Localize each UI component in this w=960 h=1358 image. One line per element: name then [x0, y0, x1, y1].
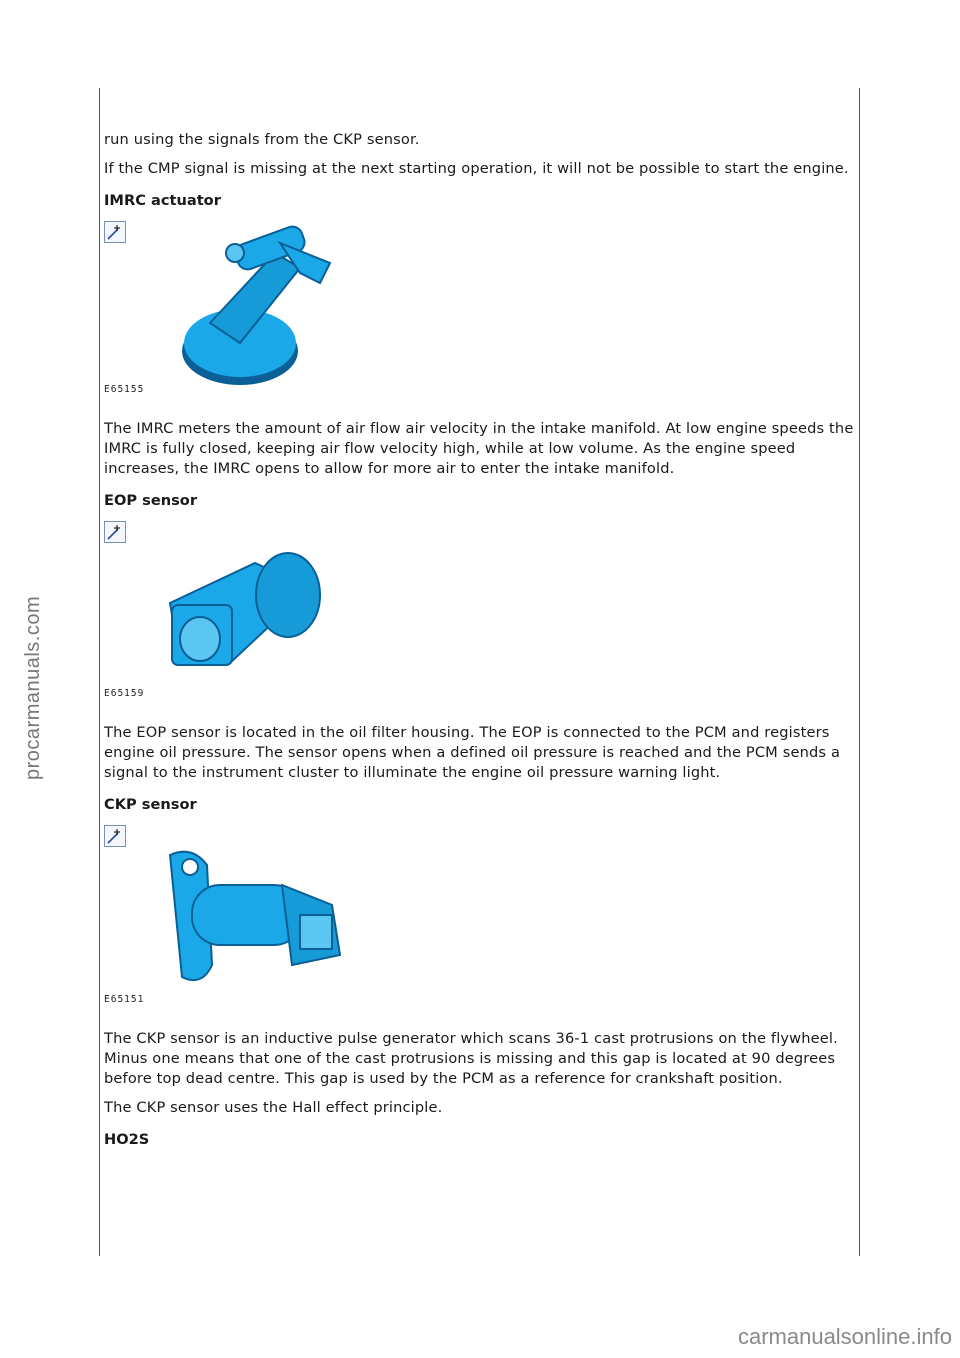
paragraph-cmp-missing: If the CMP signal is missing at the next starting operation, it will not be possible to start the engine.: [104, 160, 849, 177]
figure-eop-sensor: [104, 521, 856, 705]
figure-ckp-sensor: [104, 825, 856, 1011]
heading-imrc-actuator: IMRC actuator: [104, 192, 221, 209]
heading-eop-sensor: EOP sensor: [104, 492, 198, 509]
side-watermark: procarmanuals.com: [22, 595, 44, 780]
right-margin-rule: [859, 88, 860, 1256]
paragraph-imrc-description: The IMRC meters the amount of air flow air velocity in the intake manifold. At low engine speeds the IMRC is fully closed, keeping air flow velocity high, while at low volume. As the engine speed increases, the IMRC opens to allow for more air to enter the intake manifold.: [104, 420, 854, 477]
page-content: [104, 130, 856, 1160]
zoom-icon[interactable]: [104, 521, 126, 543]
ckp-sensor-illustration: [162, 845, 352, 991]
figure-imrc-actuator: [104, 221, 856, 401]
heading-ckp-sensor: CKP sensor: [104, 796, 197, 813]
footer-watermark: carmanualsonline.info: [737, 1324, 952, 1349]
zoom-icon[interactable]: [104, 221, 126, 243]
figure-code-e65151: E65151: [104, 994, 145, 1005]
paragraph-ckp-hall-effect: The CKP sensor uses the Hall effect principle.: [104, 1099, 443, 1116]
eop-sensor-illustration: [160, 543, 330, 679]
imrc-actuator-illustration: [180, 223, 340, 391]
paragraph-cmp-continued: run using the signals from the CKP sensor.: [104, 131, 420, 148]
heading-ho2s: HO2S: [104, 1131, 150, 1148]
paragraph-eop-description: The EOP sensor is located in the oil filter housing. The EOP is connected to the PCM and registers engine oil pressure. The sensor opens when a defined oil pressure is reached and the PCM sends a signal to the instrument cluster to illuminate the engine oil pressure warning light.: [104, 724, 841, 781]
paragraph-ckp-description: The CKP sensor is an inductive pulse generator which scans 36-1 cast protrusions on the flywheel. Minus one means that one of the cast protrusions is missing and this gap is located at 90 degrees before top dead centre. This gap is used by the PCM as a reference for crankshaft position.: [104, 1030, 838, 1087]
figure-code-e65159: E65159: [104, 688, 145, 699]
figure-code-e65155: E65155: [104, 384, 145, 395]
left-margin-rule: [99, 88, 100, 1256]
zoom-icon[interactable]: [104, 825, 126, 847]
